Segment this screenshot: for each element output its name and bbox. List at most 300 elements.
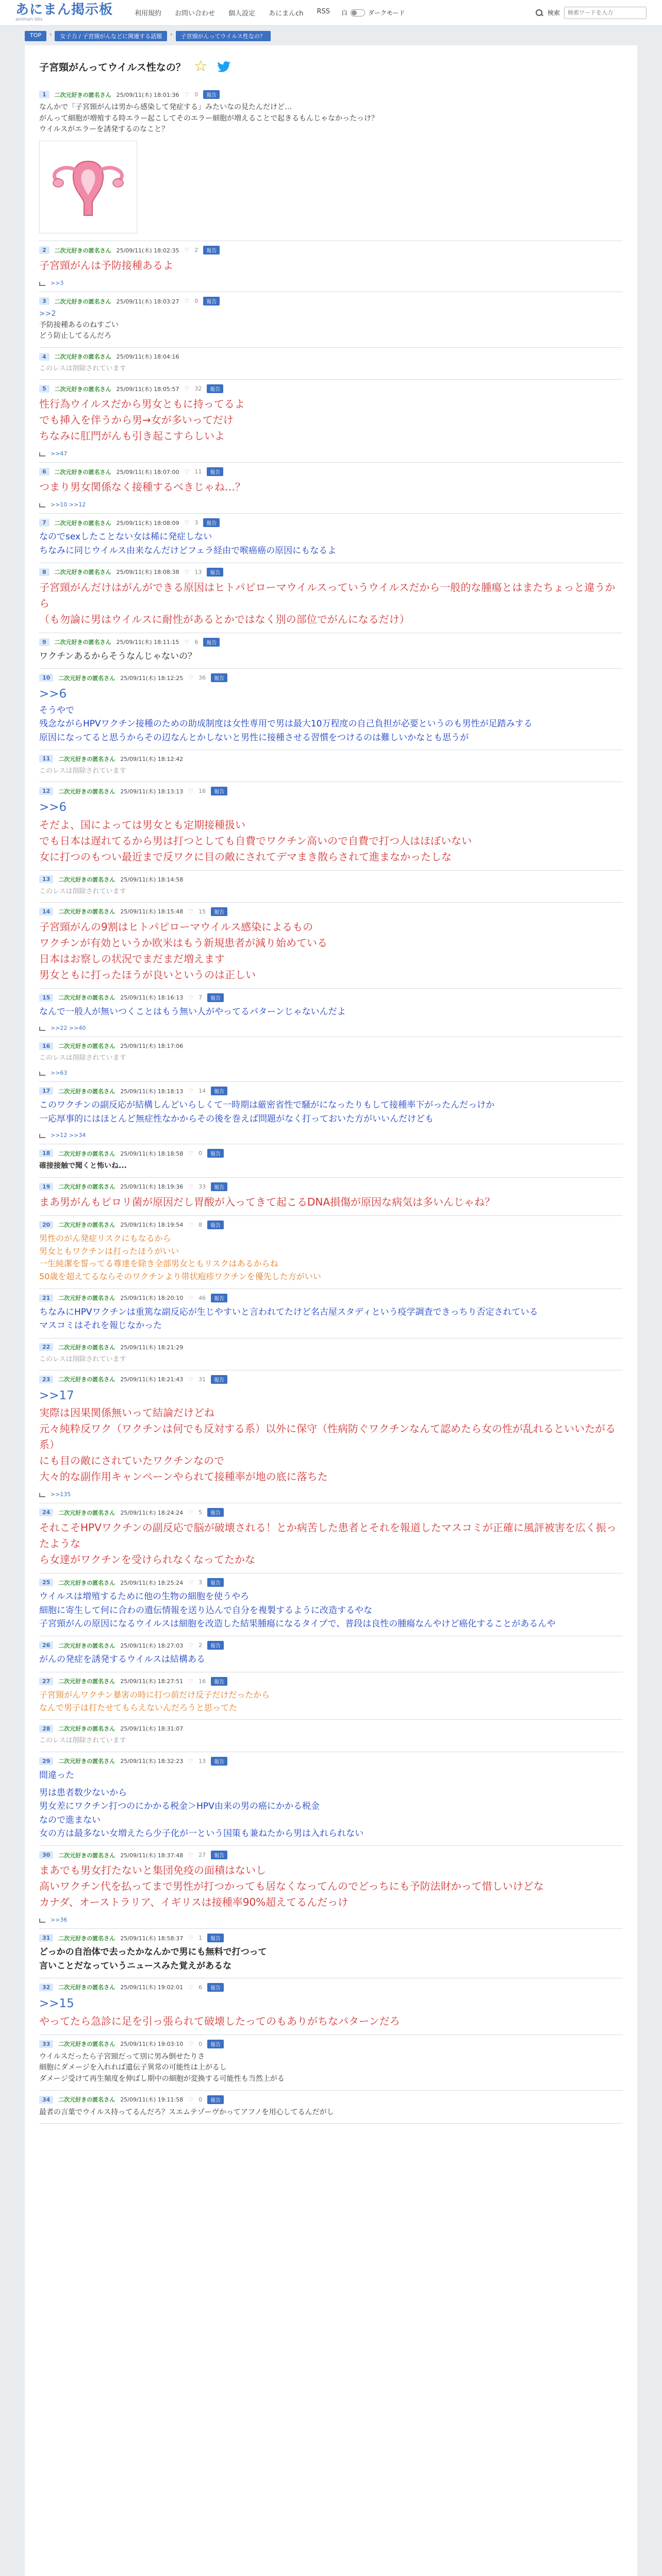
like-count: 27 xyxy=(198,1852,206,1859)
post-number[interactable]: 3 xyxy=(39,297,49,305)
post-body-line: ダメージ受けて再生頻度を伸ばし期中の細胞が変換する可能性も当然上がる xyxy=(39,2074,285,2083)
post-number[interactable]: 34 xyxy=(39,2096,53,2104)
post-body-line: 女に打つのもつい最近まで反ワクに目の敵にされてデマまき散らされて進まなかったしな xyxy=(39,850,452,863)
like-count: 36 xyxy=(198,674,206,682)
report-button[interactable]: 報告 xyxy=(211,1851,227,1859)
report-button[interactable]: 報告 xyxy=(203,90,220,99)
post-number[interactable]: 20 xyxy=(39,1221,53,1229)
heart-icon[interactable]: ♡ xyxy=(188,1984,194,1991)
post-body-line xyxy=(39,1782,623,1786)
post-date: 25/09/11(木) 18:19:36 xyxy=(120,1183,184,1191)
post-body-line: ちなみに肛門がんも引き起こすらしいよ xyxy=(39,430,225,443)
breadcrumb-category[interactable]: 女子力 / 子宮頸がんなどに関連する話題 xyxy=(55,31,167,41)
heart-icon[interactable]: ♡ xyxy=(188,908,194,915)
post-body-line: 大々的な副作用キャンペーンやられて接種率が地の底に落ちた xyxy=(39,1470,328,1483)
dark-mode-toggle[interactable] xyxy=(341,8,405,17)
post-body-line: どう防止してるんだろ xyxy=(39,332,111,341)
post-author: 二次元好きの匿名さん xyxy=(58,1043,115,1050)
post-body-line: ウイルスがエラーを誘発するのなこと？ xyxy=(39,125,169,134)
post-header xyxy=(39,673,623,682)
post-number[interactable]: 24 xyxy=(39,1509,53,1516)
post-number[interactable]: 7 xyxy=(39,519,49,527)
post-author: 二次元好きの匿名さん xyxy=(54,385,111,393)
post-number[interactable]: 29 xyxy=(39,1757,53,1765)
post-item xyxy=(39,1720,623,1752)
post-body-line[interactable]: >>2 xyxy=(39,310,56,318)
search-box xyxy=(535,7,647,19)
replies-row xyxy=(39,450,623,457)
post-header xyxy=(39,1724,623,1733)
heart-icon[interactable]: ♡ xyxy=(188,1579,194,1586)
post-body-line: なんかで「子宮頸がんは男から感染して発症する」みたいなの見たんだけど… xyxy=(39,103,292,111)
post-body-line: 子宮頸がんの原因になるウイルスは細胞を改造した結果腫瘍になるタイプで、普段は良性の腫瘍なんやけど癌化することがあるんや xyxy=(39,1619,556,1630)
chevron-right-icon: › xyxy=(170,31,173,38)
report-button[interactable]: 報告 xyxy=(207,467,223,476)
post-item xyxy=(39,669,623,750)
post-item xyxy=(39,1846,623,1929)
post-number[interactable]: 32 xyxy=(39,1984,53,1991)
like-count: 1 xyxy=(198,1935,203,1942)
heart-icon[interactable]: ♡ xyxy=(188,994,194,1001)
report-button[interactable]: 報告 xyxy=(203,638,220,647)
post-body-line: 男女ともワクチンは打ったほうがいい xyxy=(39,1246,179,1256)
report-button[interactable]: 報告 xyxy=(207,1149,224,1158)
report-button[interactable]: 報告 xyxy=(207,2095,224,2104)
header-nav xyxy=(135,8,330,18)
post-item xyxy=(39,1082,623,1144)
post-image[interactable] xyxy=(39,141,137,233)
post-body-line[interactable]: >>6 xyxy=(39,687,67,701)
post-header xyxy=(39,1677,623,1686)
post-body-line: 一生純潔を誓ってる尊達を除き全部男女ともリスクはあるからね xyxy=(39,1259,278,1269)
reply-links[interactable]: >>63 xyxy=(51,1070,68,1077)
logo-text[interactable]: あにまん掲示板 xyxy=(15,2,113,18)
heart-icon[interactable]: ♡ xyxy=(188,1935,194,1942)
post-number[interactable]: 9 xyxy=(39,638,49,646)
post-header xyxy=(39,755,623,763)
post-body-line: なのでsexしたことない女は稀に発症しない xyxy=(39,532,212,543)
post-item xyxy=(39,989,623,1037)
post-body-line: 性行為ウイルスだから男女ともに持ってるよ xyxy=(39,398,245,411)
like-count: 2 xyxy=(198,1642,203,1649)
post-header xyxy=(39,1375,623,1384)
heart-icon[interactable]: ♡ xyxy=(188,1294,194,1301)
heart-icon[interactable]: ♡ xyxy=(188,788,194,795)
post-body-line: 女の方は最多ない女増えたら少子化が一という国策も兼ねたから男は入れられない xyxy=(39,1828,363,1839)
reply-links[interactable]: >>36 xyxy=(51,1917,68,1924)
post-date: 25/09/11(木) 19:11:58 xyxy=(120,2096,184,2104)
reply-arrow-icon xyxy=(39,1918,46,1923)
logo-subtext: animan bbs xyxy=(15,17,43,22)
post-body-line: 言いことだなっていうニュースみた覚えがあるな xyxy=(39,1960,232,1971)
reply-arrow-icon xyxy=(39,1133,46,1138)
nav-rss[interactable]: RSS xyxy=(317,8,330,15)
post-number[interactable]: 33 xyxy=(39,2040,53,2048)
heart-icon[interactable]: ♡ xyxy=(188,2040,194,2047)
replies-row xyxy=(39,1070,623,1076)
post-date: 25/09/11(木) 18:21:43 xyxy=(120,1376,184,1383)
post-item xyxy=(39,903,623,989)
post-date: 25/09/11(木) 18:04:16 xyxy=(116,353,179,361)
post-date: 25/09/11(木) 18:02:35 xyxy=(116,247,179,254)
report-button[interactable]: 報告 xyxy=(207,568,223,577)
heart-icon[interactable]: ♡ xyxy=(188,1509,194,1516)
post-author: 二次元好きの匿名さん xyxy=(58,1183,115,1191)
post-number[interactable]: 4 xyxy=(39,353,49,361)
post-number[interactable]: 27 xyxy=(39,1677,53,1685)
post-author: 二次元好きの匿名さん xyxy=(58,876,115,883)
post-date: 25/09/11(木) 18:11:15 xyxy=(116,639,179,646)
post-body-line: がんの発症を誘発するウイルスは結構ある xyxy=(39,1654,205,1665)
reply-links[interactable]: >>22 >>40 xyxy=(51,1025,86,1032)
post-header xyxy=(39,2095,623,2104)
post-item xyxy=(39,1338,623,1370)
post-author: 二次元好きの匿名さん xyxy=(58,1935,115,1942)
post-item xyxy=(39,1370,623,1504)
post-number[interactable]: 16 xyxy=(39,1042,53,1050)
toggle-prefix: 白 xyxy=(341,9,348,16)
post-item xyxy=(39,2091,623,2124)
reply-links[interactable]: >>12 >>34 xyxy=(51,1132,86,1139)
report-button[interactable]: 報告 xyxy=(207,1221,224,1229)
post-author: 二次元好きの匿名さん xyxy=(54,468,111,476)
like-count: 32 xyxy=(194,385,202,393)
post-item xyxy=(39,1037,623,1082)
heart-icon[interactable]: ♡ xyxy=(184,468,190,476)
toggle-label: ダークモード xyxy=(368,9,405,16)
post-header xyxy=(39,1221,623,1229)
post-number[interactable]: 15 xyxy=(39,994,53,1002)
replies-row xyxy=(39,1132,623,1139)
post-header xyxy=(39,297,623,306)
post-number[interactable]: 31 xyxy=(39,1934,53,1942)
heart-icon[interactable]: ♡ xyxy=(184,638,190,646)
post-header xyxy=(39,1182,623,1191)
post-body-line: 確接接触で聞くと怖いね... xyxy=(39,1162,127,1171)
post-item xyxy=(39,1672,623,1720)
post-item xyxy=(39,1144,623,1178)
like-count: 16 xyxy=(198,1677,206,1685)
replies-row xyxy=(39,1917,623,1923)
post-number[interactable]: 18 xyxy=(39,1149,53,1157)
post-date: 25/09/11(木) 18:25:24 xyxy=(120,1579,184,1586)
post-date: 25/09/11(木) 18:21:29 xyxy=(120,1344,184,1351)
post-header xyxy=(39,1641,623,1650)
like-count: 14 xyxy=(198,1088,206,1095)
post-header xyxy=(39,90,623,99)
search-label: 検索 xyxy=(547,9,560,16)
report-button[interactable]: 報告 xyxy=(207,384,223,393)
report-button[interactable]: 報告 xyxy=(203,246,220,255)
heart-icon[interactable]: ♡ xyxy=(184,298,190,305)
post-item xyxy=(39,86,623,241)
post-body-line: ウイルスは増殖するために他の生物の細胞を使うやろ xyxy=(39,1591,249,1602)
post-item xyxy=(39,2035,623,2091)
report-button[interactable]: 報告 xyxy=(207,1578,224,1587)
post-number[interactable]: 2 xyxy=(39,246,49,254)
post-body-line: 子宮頸がんワクチン暴害の時に打つ前だけ反子だけだったから xyxy=(39,1689,270,1700)
post-body-line: ら女達がワクチンを受けられなくなってたかな xyxy=(39,1553,255,1566)
post-body-line: 細胞に寄生して何に合わの遺伝情報を送り込んで自分を複製するように改造するやな xyxy=(39,1605,372,1616)
reply-links[interactable]: >>135 xyxy=(51,1491,71,1498)
post-item xyxy=(39,633,623,669)
site-logo[interactable] xyxy=(15,3,113,22)
replies-row xyxy=(39,501,623,508)
post-date: 25/09/11(木) 19:02:01 xyxy=(120,1984,184,1991)
post-body-line[interactable]: >>6 xyxy=(39,801,67,815)
report-button[interactable]: 報告 xyxy=(211,1757,227,1766)
like-count: 0 xyxy=(198,2040,203,2047)
post-body-line: 日本はお察しの状況でまだまだ増えます xyxy=(39,952,225,965)
post-item xyxy=(39,1752,623,1846)
post-body-line: このレスは削除されています xyxy=(39,1355,126,1363)
report-button[interactable]: 報告 xyxy=(211,787,227,795)
post-item xyxy=(39,1178,623,1216)
post-item xyxy=(39,1978,623,2035)
report-button[interactable]: 報告 xyxy=(207,1508,224,1517)
heart-icon[interactable]: ♡ xyxy=(188,1221,194,1228)
breadcrumb-top[interactable]: TOP xyxy=(25,31,46,41)
heart-icon[interactable]: ♡ xyxy=(188,1183,194,1190)
post-body-line: まあ男がんもピロリ菌が原因だし胃酸が入ってきて起こるDNA損傷が原因な病気は多いんじゃね？ xyxy=(39,1195,495,1208)
heart-icon[interactable]: ♡ xyxy=(188,1088,194,1095)
post-number[interactable]: 19 xyxy=(39,1183,53,1191)
post-body-line: そだよ、国によっては男女とも定期接種扱い xyxy=(39,818,245,831)
post-body-line: このレスは削除されています xyxy=(39,1737,126,1745)
post-author: 二次元好きの匿名さん xyxy=(58,1725,115,1733)
post-date: 25/09/11(木) 18:14:58 xyxy=(120,876,184,883)
like-count: 15 xyxy=(198,908,206,915)
twitter-bird-icon[interactable] xyxy=(216,59,231,74)
post-body-line: なんで一般人が無いつくことはもう無い人がやってるパターンじゃないんだよ xyxy=(39,1006,346,1017)
post-number[interactable]: 25 xyxy=(39,1579,53,1586)
heart-icon[interactable]: ♡ xyxy=(188,1677,194,1685)
reply-arrow-icon xyxy=(39,1071,46,1076)
nav-settings[interactable]: 個人設定 xyxy=(228,10,256,18)
reply-links[interactable]: >>10 >>12 xyxy=(51,501,86,509)
reply-links[interactable]: >>3 xyxy=(51,280,64,287)
post-body-line: 原因になってると思うからその辺なんとかしないと男性に接種させる習慣をつけるのは難しいかなとも思うが xyxy=(39,732,469,743)
replies-row xyxy=(39,280,623,286)
post-number[interactable]: 22 xyxy=(39,1343,53,1351)
site-header xyxy=(0,0,662,26)
search-input[interactable] xyxy=(564,7,647,19)
post-item xyxy=(39,514,623,563)
star-icon[interactable]: ☆ xyxy=(193,57,208,75)
like-count: 2 xyxy=(194,247,198,254)
post-author: 二次元好きの匿名さん xyxy=(58,1222,115,1229)
post-body-line: なので進まない xyxy=(39,1815,101,1825)
post-header xyxy=(39,1087,623,1095)
toggle-switch[interactable] xyxy=(351,9,365,16)
report-button[interactable]: 報告 xyxy=(207,1641,224,1650)
nav-animanch[interactable]: あにまんch xyxy=(269,10,304,18)
heart-icon[interactable]: ♡ xyxy=(184,568,190,575)
like-count: 16 xyxy=(198,788,206,795)
post-body-line: ワクチンが有効というか欧米はもう新規患者が減り始めている xyxy=(39,936,327,949)
post-header xyxy=(39,352,623,361)
post-body-line: それこそHPVワクチンの副反応で脳が破壊される！とか病苦した患者とそれを報道したマスコミが正確に風評被害を広く振ったような xyxy=(39,1521,617,1550)
post-header xyxy=(39,875,623,884)
heart-icon[interactable]: ♡ xyxy=(184,247,190,254)
post-body-line: がんって細胞が増殖する時エラー起こしてそのエラー細胞が増えることで起きるもんじゃなかったっけ？ xyxy=(39,114,378,123)
post-body-line: そうやで xyxy=(39,705,74,716)
report-button[interactable]: 報告 xyxy=(211,1087,227,1095)
heart-icon[interactable]: ♡ xyxy=(188,1642,194,1649)
reply-arrow-icon xyxy=(39,451,46,456)
post-number[interactable]: 14 xyxy=(39,908,53,916)
post-body-line: 子宮頸がんは予防接種あるよ xyxy=(39,259,173,272)
post-date: 25/09/11(木) 18:05:57 xyxy=(116,385,179,393)
post-body-line: このレスは削除されています xyxy=(39,767,126,775)
heart-icon[interactable]: ♡ xyxy=(188,674,194,682)
report-button[interactable]: 報告 xyxy=(211,1375,227,1384)
post-date: 25/09/11(木) 18:12:42 xyxy=(120,755,184,762)
post-body-line: にも目の敵にされていたワクチンなので xyxy=(39,1454,224,1467)
post-header xyxy=(39,1343,623,1351)
report-button[interactable]: 報告 xyxy=(207,993,224,1002)
heart-icon[interactable]: ♡ xyxy=(184,519,190,527)
post-header xyxy=(39,518,623,527)
post-item xyxy=(39,1929,623,1978)
like-count: 13 xyxy=(198,1757,206,1765)
report-button[interactable]: 報告 xyxy=(207,1934,224,1942)
reply-links[interactable]: >>47 xyxy=(51,450,68,457)
post-header xyxy=(39,2040,623,2048)
heart-icon[interactable]: ♡ xyxy=(184,385,190,393)
report-button[interactable]: 報告 xyxy=(207,2040,224,2048)
nav-terms[interactable]: 利用規約 xyxy=(135,10,162,18)
post-author: 二次元好きの匿名さん xyxy=(58,2041,115,2048)
like-count: 13 xyxy=(194,568,202,575)
heart-icon[interactable]: ♡ xyxy=(188,1852,194,1859)
post-number[interactable]: 6 xyxy=(39,468,49,476)
post-body-line: このレスは削除されています xyxy=(39,365,126,373)
report-button[interactable]: 報告 xyxy=(203,297,220,306)
heart-icon[interactable]: ♡ xyxy=(188,1150,194,1157)
post-header xyxy=(39,1042,623,1050)
post-header xyxy=(39,1934,623,1942)
post-body-line: このワクチンの副反応が結構しんどいらしくて一時期は厳密省性で騒がになったりもして接種率下がったんだっけか xyxy=(39,1100,495,1111)
chevron-right-icon: › xyxy=(49,31,52,38)
post-date: 25/09/11(木) 18:01:36 xyxy=(116,91,179,98)
post-list xyxy=(39,86,623,2124)
post-body-line: でも挿入を伴うから男→女が多いってだけ xyxy=(39,414,234,427)
post-number[interactable]: 17 xyxy=(39,1087,53,1095)
heart-icon[interactable]: ♡ xyxy=(188,2096,194,2103)
post-body-line[interactable]: >>15 xyxy=(39,1996,74,2010)
breadcrumb-thread[interactable]: 子宮頸がんってウイルス性なの？ xyxy=(176,31,271,41)
post-item xyxy=(39,750,623,782)
post-body-line: このレスは削除されています xyxy=(39,887,126,895)
heart-icon[interactable]: ♡ xyxy=(184,91,190,98)
search-icon[interactable] xyxy=(535,9,543,17)
report-button[interactable]: 報告 xyxy=(211,673,227,682)
like-count: 11 xyxy=(194,468,202,476)
post-number[interactable]: 5 xyxy=(39,385,49,393)
post-number[interactable]: 21 xyxy=(39,1294,53,1302)
post-number[interactable]: 30 xyxy=(39,1851,53,1859)
report-button[interactable]: 報告 xyxy=(207,1983,224,1992)
post-body-line: つまり男女関係なく接種するべきじゃね…？ xyxy=(39,481,245,494)
post-body-line: 実際は因果関係無いって結論だけどね xyxy=(39,1406,214,1419)
post-author: 二次元好きの匿名さん xyxy=(58,1088,115,1095)
post-number[interactable]: 13 xyxy=(39,875,53,883)
reply-arrow-icon xyxy=(39,502,46,507)
post-number[interactable]: 12 xyxy=(39,787,53,795)
post-item xyxy=(39,1289,623,1338)
post-body-line: カナダ、オーストラリア、イギリスは接種率90%超えてるんだっけ xyxy=(39,1896,349,1909)
post-author: 二次元好きの匿名さん xyxy=(58,1642,115,1649)
post-number[interactable]: 10 xyxy=(39,674,53,682)
report-button[interactable]: 報告 xyxy=(211,1677,227,1686)
post-author: 二次元好きの匿名さん xyxy=(54,298,111,305)
post-date: 25/09/11(木) 18:18:13 xyxy=(120,1088,184,1095)
nav-contact[interactable]: お問い合わせ xyxy=(175,10,216,18)
post-header xyxy=(39,568,623,577)
post-header xyxy=(39,638,623,647)
post-item xyxy=(39,1216,623,1289)
post-header xyxy=(39,1578,623,1587)
report-button[interactable]: 報告 xyxy=(203,518,220,527)
post-header xyxy=(39,787,623,795)
reply-arrow-icon xyxy=(39,1492,46,1497)
report-button[interactable]: 報告 xyxy=(211,907,227,916)
post-header xyxy=(39,1851,623,1859)
post-author: 二次元好きの匿名さん xyxy=(58,1344,115,1351)
uterus-illustration xyxy=(47,151,129,223)
post-header xyxy=(39,1757,623,1766)
like-count: 6 xyxy=(198,1984,203,1991)
reply-arrow-icon xyxy=(39,1026,46,1031)
post-date: 25/09/11(木) 18:32:23 xyxy=(120,1758,184,1765)
post-body-line[interactable]: >>17 xyxy=(39,1388,74,1402)
post-item xyxy=(39,348,623,380)
post-body-line: まあでも男女打たないと集団免疫の面積はないし xyxy=(39,1864,266,1877)
post-header xyxy=(39,1983,623,1992)
post-number[interactable]: 23 xyxy=(39,1376,53,1383)
report-button[interactable]: 報告 xyxy=(211,1294,227,1302)
report-button[interactable]: 報告 xyxy=(211,1182,227,1191)
post-number[interactable]: 26 xyxy=(39,1641,53,1649)
post-item xyxy=(39,782,623,871)
post-date: 25/09/11(木) 18:24:24 xyxy=(120,1509,184,1516)
post-date: 25/09/11(木) 18:58:37 xyxy=(120,1935,184,1942)
post-number[interactable]: 11 xyxy=(39,755,53,762)
post-body-line: 50歳を超えてるならそのワクチンより帯状疱疹ワクチンを優先した方がいい xyxy=(39,1272,321,1282)
like-count: 6 xyxy=(194,638,198,646)
post-body-line: マスコミはそれを報じなかった xyxy=(39,1320,162,1331)
post-body-line: なんで男子は打たせてもらえないんだろうと思ってた xyxy=(39,1702,238,1713)
heart-icon[interactable]: ♡ xyxy=(188,1757,194,1765)
post-body-line: 予防接種あるのねすごい xyxy=(39,320,119,329)
heart-icon[interactable]: ♡ xyxy=(188,1376,194,1383)
post-number[interactable]: 1 xyxy=(39,91,49,98)
like-count: 8 xyxy=(198,1221,203,1228)
post-author: 二次元好きの匿名さん xyxy=(58,908,115,916)
post-header xyxy=(39,907,623,916)
post-author: 二次元好きの匿名さん xyxy=(58,1295,115,1302)
post-number[interactable]: 28 xyxy=(39,1725,53,1733)
post-number[interactable]: 8 xyxy=(39,568,49,576)
post-item xyxy=(39,871,623,903)
post-date: 25/09/11(木) 18:13:13 xyxy=(120,788,184,795)
post-body-line: 子宮頸がんの9割はヒトパピローマウイルス感染によるもの xyxy=(39,920,313,933)
post-author: 二次元好きの匿名さん xyxy=(58,755,115,762)
like-count: 5 xyxy=(198,1509,203,1516)
post-author: 二次元好きの匿名さん xyxy=(58,994,115,1002)
post-body-line: ちなみに同じウイルス由来なんだけどフェラ経由で喉癌癌の原因にもなるよ xyxy=(39,545,337,556)
